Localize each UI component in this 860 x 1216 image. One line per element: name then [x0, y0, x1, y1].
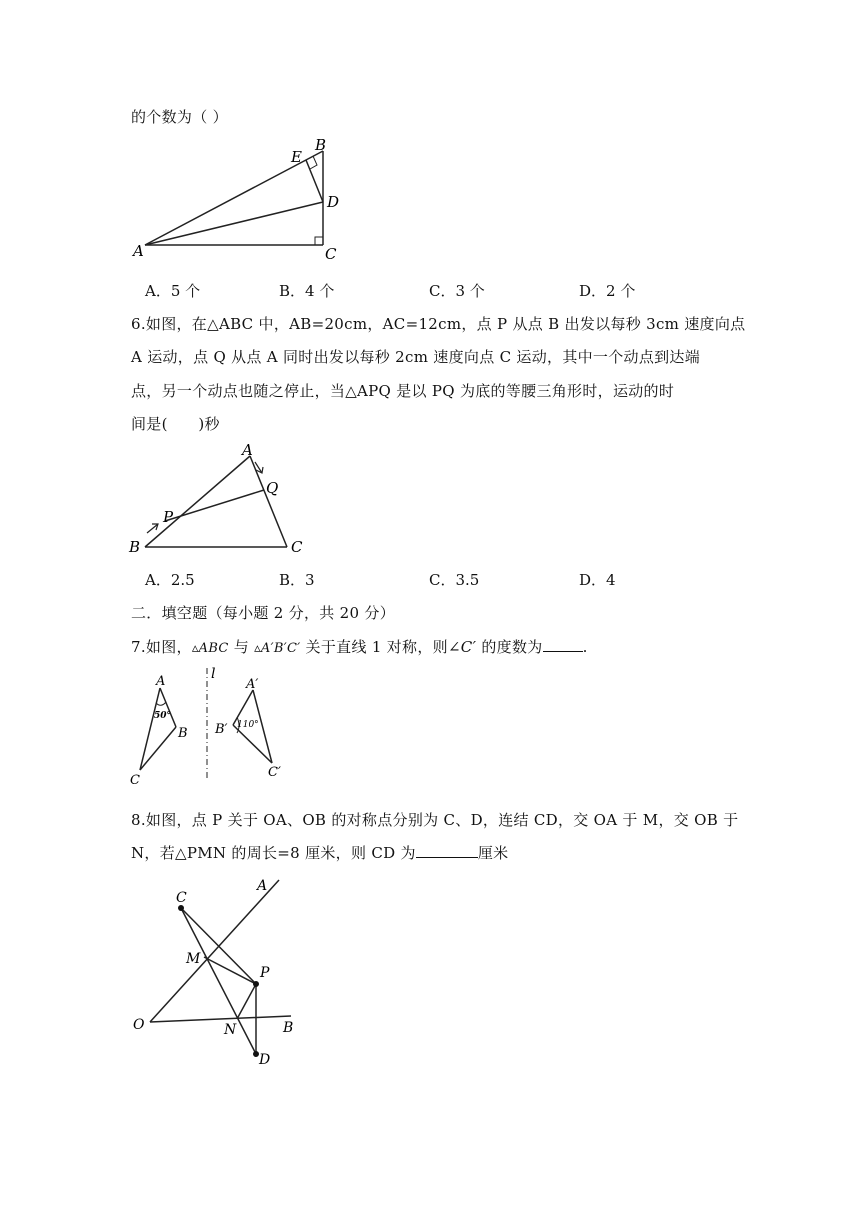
- q6-segment-pq: [165, 490, 264, 521]
- q8-segment-cp: [181, 908, 256, 984]
- q7-label-l: l: [211, 666, 216, 682]
- q8-ray-oa: [150, 880, 279, 1022]
- q8-line-1: 8.如图，点 P 关于 OA、OB 的对称点分别为 C、D，连结 CD，交 OA 于 M，交 OB 于: [131, 811, 739, 829]
- q6-line-1: 6.如图，在△ABC 中，AB=20cm，AC=12cm，点 P 从点 B 出发以每秒 3cm 速度向点: [131, 315, 746, 333]
- q5-option-d: D．2 个: [579, 282, 636, 300]
- q8-label-n: N: [224, 1022, 237, 1038]
- q5-label-d: D: [327, 193, 340, 211]
- q6-line-3: 点，另一个动点也随之停止，当△APQ 是以 PQ 为底的等腰三角形时，运动的时: [131, 382, 675, 400]
- q5-option-a: A．5 个: [145, 282, 201, 300]
- q8-label-m: M: [186, 951, 201, 967]
- q6-label-b: B: [129, 538, 141, 556]
- q7-segment-b2c2: [233, 725, 272, 763]
- q7-figure: [125, 665, 295, 790]
- q8-point-p: [253, 981, 259, 987]
- q5-label-e: E: [291, 148, 302, 166]
- q6-option-b: B．3: [279, 571, 315, 589]
- q5-right-angle-c: [315, 237, 323, 245]
- q7-triangle-a2b2c2: ▵A′B′C′: [254, 641, 301, 656]
- q5-label-a: A: [133, 242, 144, 260]
- q7-angle: ∠C′: [447, 638, 477, 656]
- q5-figure: [125, 135, 355, 265]
- q7-answer-blank[interactable]: [543, 637, 583, 652]
- q6-label-c: C: [291, 538, 303, 556]
- q8-label-b: B: [283, 1020, 294, 1036]
- q5-text-tail: 的个数为（ ）: [131, 108, 228, 126]
- q8-text-pre: N，若△PMN 的周长=8 厘米，则 CD 为: [131, 844, 416, 862]
- q7-label-b2: B′: [215, 722, 228, 737]
- q6-figure: [125, 440, 315, 560]
- q6-label-a: A: [242, 441, 253, 459]
- q8-segment-np: [237, 984, 256, 1019]
- q7-text-post: 的度数为: [476, 638, 543, 656]
- q8-text-post: 厘米: [477, 844, 509, 862]
- q7-text-mid1: 与: [228, 638, 255, 656]
- q8-line-2: [131, 842, 508, 863]
- q7-angle-label-50: 50°: [154, 711, 172, 721]
- q6-line-4: 间是( )秒: [131, 415, 220, 433]
- q8-segment-mp: [204, 957, 256, 984]
- q6-option-c: C．3.5: [429, 571, 480, 589]
- q7-label-c: C: [130, 773, 140, 788]
- q7-text-end: .: [582, 638, 588, 656]
- q8-ray-ob: [150, 1016, 291, 1022]
- q7-angle-arc-a: [156, 702, 166, 705]
- q6-option-a: A．2.5: [145, 571, 195, 589]
- q5-option-b: B．4 个: [279, 282, 335, 300]
- q8-label-c: C: [176, 890, 187, 906]
- q7-label-c2: C′: [268, 765, 281, 780]
- q8-label-o: O: [133, 1017, 145, 1033]
- q8-figure: [125, 875, 310, 1070]
- q5-segment-ad: [145, 202, 323, 245]
- q7-triangle-abc: ▵ABC: [191, 641, 229, 656]
- q5-option-c: C．3 个: [429, 282, 485, 300]
- q6-segment-ac: [250, 456, 287, 547]
- q6-label-q: Q: [266, 479, 279, 497]
- q7-label-a2: A′: [246, 677, 259, 692]
- q7-segment-ab: [160, 688, 176, 727]
- q8-label-a: A: [257, 878, 268, 894]
- q7-text-pre: 7.如图，: [131, 638, 192, 656]
- q5-label-c: C: [325, 245, 337, 263]
- q7-text-mid2: 关于直线 1 对称，则: [300, 638, 448, 656]
- q6-label-p: P: [163, 508, 174, 526]
- q5-label-b: B: [315, 136, 327, 154]
- q8-label-d: D: [259, 1052, 271, 1068]
- q6-option-d: D．4: [579, 571, 616, 589]
- q8-label-p: P: [260, 965, 270, 981]
- section-2-title: 二．填空题（每小题 2 分，共 20 分）: [131, 604, 396, 622]
- q6-line-2: A 运动，点 Q 从点 A 同时出发以每秒 2cm 速度向点 C 运动，其中一个动点到达端: [131, 348, 701, 366]
- q7-angle-label-110: 110°: [237, 720, 259, 730]
- q6-segment-ab: [145, 456, 250, 547]
- q7-text: [131, 636, 588, 657]
- q8-segment-cd: [181, 908, 256, 1054]
- q7-label-a: A: [156, 674, 166, 689]
- q8-answer-blank[interactable]: [416, 843, 478, 858]
- q7-label-b: B: [178, 726, 188, 741]
